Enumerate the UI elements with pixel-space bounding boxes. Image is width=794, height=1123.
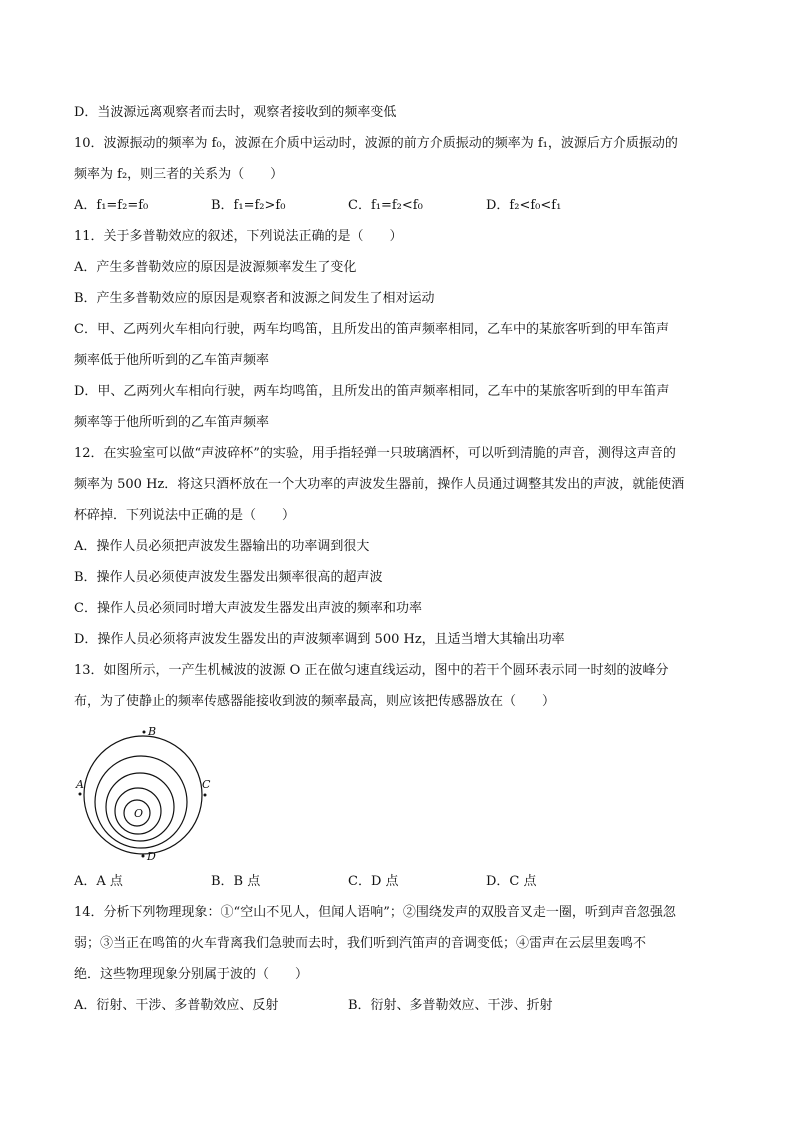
q12-option-d: D．操作人员必须将声波发生器发出的声波频率调到 500 Hz，且适当增大其输出功率	[74, 632, 565, 647]
q11-option-b: B．产生多普勒效应的原因是观察者和波源之间发生了相对运动	[74, 291, 435, 306]
point-d-dot	[142, 855, 145, 858]
q12-option-b: B．操作人员必须使声波发生器发出频率很高的超声波	[74, 570, 383, 585]
q14-option-b: B．衍射、多普勒效应、干涉、折射	[348, 998, 553, 1013]
q10-stem-line2: 频率为 f₂，则三者的关系为（ ）	[74, 167, 284, 182]
wavefront-1	[84, 736, 202, 854]
q10-stem-line1: 10．波源振动的频率为 f₀，波源在介质中运动时，波源的前方介质振动的频率为 f₁，波源后方介质振动的	[74, 136, 678, 151]
q13-option-a: A．A 点	[74, 874, 123, 889]
q13-stem-line2: 布，为了使静止的频率传感器能接收到波的频率最高，则应该把传感器放在（ ）	[74, 694, 556, 709]
wave-circles-figure	[72, 722, 222, 868]
q12-stem-line2: 频率为 500 Hz．将这只酒杯放在一个大功率的声波发生器前，操作人员通过调整其发出的声波，就能使酒	[74, 477, 685, 492]
q10-option-a: A．f₁=f₂=f₀	[74, 198, 149, 213]
q10-option-b: B．f₁=f₂>f₀	[211, 198, 286, 213]
point-c-dot	[204, 794, 207, 797]
q11-option-c-line1: C．甲、乙两列火车相向行驶，两车均鸣笛，且所发出的笛声频率相同，乙车中的某旅客听到的甲车笛声	[74, 322, 669, 337]
q12-stem-line3: 杯碎掉．下列说法中正确的是（ ）	[74, 508, 296, 523]
point-a-dot	[79, 793, 82, 796]
label-a: A	[76, 778, 84, 791]
q13-stem-line1: 13．如图所示，一产生机械波的波源 O 正在做匀速直线运动，图中的若干个圆环表示同一时刻的波峰分	[74, 663, 669, 678]
q11-option-d-line1: D．甲、乙两列火车相向行驶，两车均鸣笛，且所发出的笛声频率相同，乙车中的某旅客听到的甲车笛声	[74, 384, 670, 399]
q12-option-a: A．操作人员必须把声波发生器输出的功率调到很大	[74, 539, 370, 554]
q11-option-a: A．产生多普勒效应的原因是波源频率发生了变化	[74, 260, 357, 275]
q13-option-c: C．D 点	[348, 874, 399, 889]
label-o: O	[134, 807, 144, 820]
q14-stem-line2: 弱；③当正在鸣笛的火车背离我们急驶而去时，我们听到汽笛声的音调变低；④雷声在云层里轰鸣不	[74, 936, 647, 951]
q10-option-c: C．f₁=f₂<f₀	[348, 198, 423, 213]
q14-stem-line3: 绝．这些物理现象分别属于波的（ ）	[74, 967, 309, 982]
q13-option-d: D．C 点	[486, 874, 537, 889]
label-b: B	[148, 725, 157, 738]
point-b-dot	[143, 731, 146, 734]
q11-stem: 11．关于多普勒效应的叙述，下列说法正确的是（ ）	[74, 229, 403, 244]
q11-option-d-line2: 频率等于他所听到的乙车笛声频率	[74, 415, 270, 430]
q14-option-a: A．衍射、干涉、多普勒效应、反射	[74, 998, 279, 1013]
q14-stem-line1: 14．分析下列物理现象：①“空山不见人，但闻人语响”；②围绕发声的双股音叉走一圈，听到声音忽强忽	[74, 905, 676, 920]
q9-option-d: D．当波源远离观察者而去时，观察者接收到的频率变低	[74, 105, 397, 120]
label-d: D	[147, 850, 156, 863]
q10-option-d: D．f₂<f₀<f₁	[486, 198, 562, 213]
q11-option-c-line2: 频率低于他所听到的乙车笛声频率	[74, 353, 270, 368]
q12-option-c: C．操作人员必须同时增大声波发生器发出声波的频率和功率	[74, 601, 422, 616]
label-c: C	[202, 778, 211, 791]
q12-stem-line1: 12．在实验室可以做“声波碎杯”的实验，用手指轻弹一只玻璃酒杯，可以听到清脆的声音，测得这声音的	[74, 446, 676, 461]
q13-option-b: B．B 点	[211, 874, 261, 889]
